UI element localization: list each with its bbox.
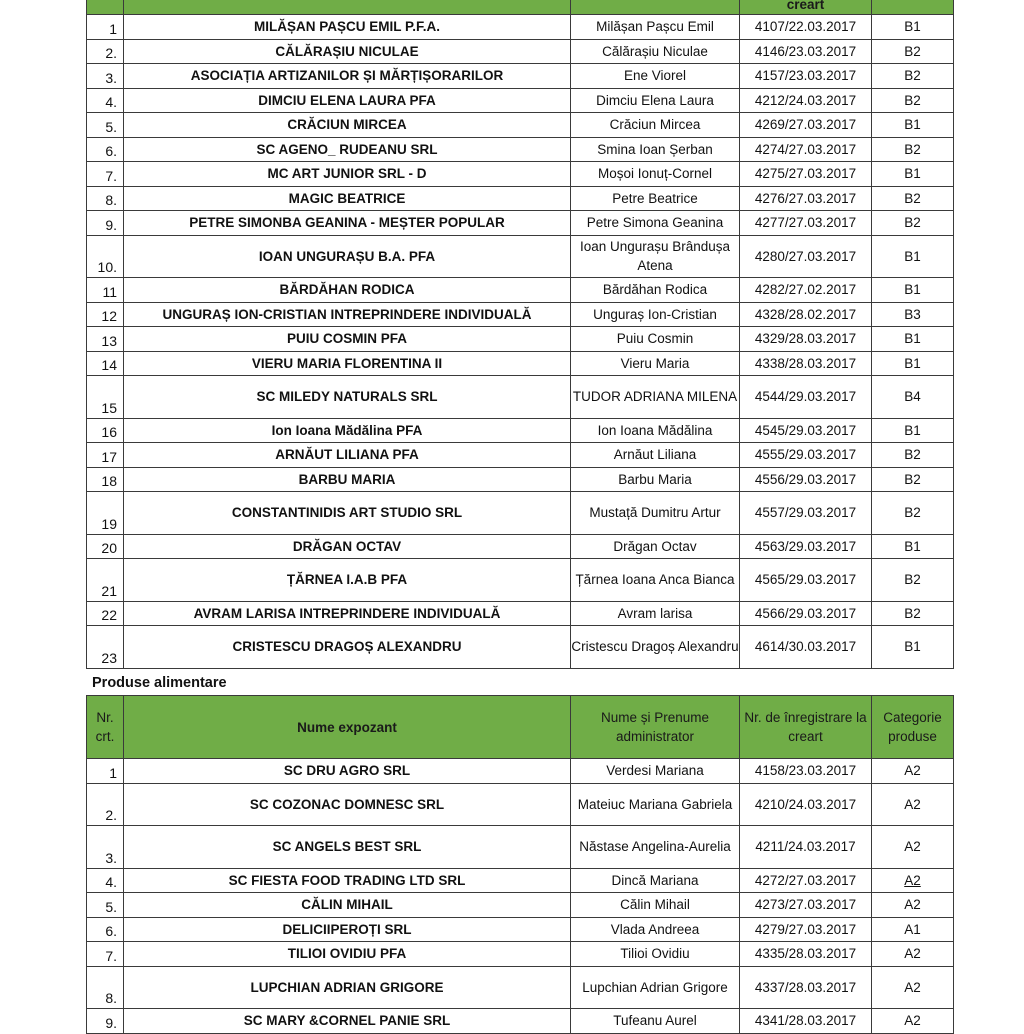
- administrator-name: Cristescu Dragoș Alexandru: [571, 626, 740, 669]
- product-category: B2: [872, 39, 954, 64]
- table-row: [87, 467, 954, 492]
- administrator-name: Puiu Cosmin: [571, 327, 740, 352]
- administrator-name: Dincă Mariana: [571, 868, 740, 893]
- product-category: B3: [872, 302, 954, 327]
- registration-number: 4157/23.03.2017: [740, 64, 872, 89]
- row-number: 20: [87, 534, 124, 559]
- row-number: 10.: [87, 235, 124, 278]
- administrator-name: Smina Ioan Șerban: [571, 137, 740, 162]
- registration-number: 4614/30.03.2017: [740, 626, 872, 669]
- registration-number: 4555/29.03.2017: [740, 443, 872, 468]
- registration-number: 4338/28.03.2017: [740, 351, 872, 376]
- administrator-name: Drăgan Octav: [571, 534, 740, 559]
- row-number: 12: [87, 302, 124, 327]
- product-category: A2: [872, 966, 954, 1009]
- product-category: A1: [872, 917, 954, 942]
- header-name-label: Nume expozant: [297, 719, 397, 735]
- exhibitor-name: LUPCHIAN ADRIAN GRIGORE: [124, 966, 571, 1009]
- table-row: [87, 15, 954, 40]
- product-category: A2: [872, 826, 954, 869]
- registration-number: 4107/22.03.2017: [740, 15, 872, 40]
- row-number: 23: [87, 626, 124, 669]
- table-row: [87, 759, 954, 784]
- registration-number: 4341/28.03.2017: [740, 1009, 872, 1034]
- row-number: 6.: [87, 917, 124, 942]
- registration-number: 4211/24.03.2017: [740, 826, 872, 869]
- product-category: B1: [872, 534, 954, 559]
- administrator-name: Bărdăhan Rodica: [571, 278, 740, 303]
- product-category: A2: [872, 1009, 954, 1034]
- row-number: 3.: [87, 64, 124, 89]
- registration-number: 4275/27.03.2017: [740, 162, 872, 187]
- table-header-row: [87, 0, 954, 15]
- table-header-row: [87, 696, 954, 759]
- product-category: A2: [872, 893, 954, 918]
- table-row: [87, 162, 954, 187]
- registration-number: 4556/29.03.2017: [740, 467, 872, 492]
- header-reg: Nr. de înregistrare la creart: [740, 696, 872, 759]
- row-number: 8.: [87, 186, 124, 211]
- exhibitors-table-food: [86, 695, 954, 1034]
- exhibitor-name: CĂLIN MIHAIL: [124, 893, 571, 918]
- header-nr: Nr. crt.: [87, 696, 124, 759]
- product-category: B4: [872, 376, 954, 419]
- exhibitor-name: Ion Ioana Mădălina PFA: [124, 418, 571, 443]
- row-number: 16: [87, 418, 124, 443]
- registration-number: 4328/28.02.2017: [740, 302, 872, 327]
- product-category: B2: [872, 88, 954, 113]
- exhibitor-name: ASOCIAȚIA ARTIZANILOR ȘI MĂRȚIȘORARILOR: [124, 64, 571, 89]
- product-category: B1: [872, 327, 954, 352]
- exhibitor-name: ȚĂRNEA I.A.B PFA: [124, 559, 571, 602]
- row-number: 17: [87, 443, 124, 468]
- registration-number: 4335/28.03.2017: [740, 942, 872, 967]
- header-cat: Categorie produse: [872, 696, 954, 759]
- product-category: B1: [872, 162, 954, 187]
- row-number: 4.: [87, 868, 124, 893]
- exhibitor-name: DELICIIPEROȚI SRL: [124, 917, 571, 942]
- row-number: 1: [87, 759, 124, 784]
- product-category: B2: [872, 64, 954, 89]
- registration-number: 4563/29.03.2017: [740, 534, 872, 559]
- exhibitor-name: SC DRU AGRO SRL: [124, 759, 571, 784]
- row-number: 18: [87, 467, 124, 492]
- exhibitor-name: AVRAM LARISA INTREPRINDERE INDIVIDUALĂ: [124, 601, 571, 626]
- table-row: [87, 626, 954, 669]
- row-number: 4.: [87, 88, 124, 113]
- table-row: [87, 826, 954, 869]
- registration-number: 4210/24.03.2017: [740, 783, 872, 826]
- administrator-name: Vieru Maria: [571, 351, 740, 376]
- product-category: A2: [872, 942, 954, 967]
- exhibitor-name: DRĂGAN OCTAV: [124, 534, 571, 559]
- administrator-name: Mateiuc Mariana Gabriela: [571, 783, 740, 826]
- header-cat: [872, 0, 954, 15]
- registration-number: 4146/23.03.2017: [740, 39, 872, 64]
- product-category: B1: [872, 351, 954, 376]
- exhibitor-name: BĂRDĂHAN RODICA: [124, 278, 571, 303]
- table-row: [87, 601, 954, 626]
- product-category: B1: [872, 418, 954, 443]
- row-number: 3.: [87, 826, 124, 869]
- exhibitor-name: BARBU MARIA: [124, 467, 571, 492]
- row-number: 6.: [87, 137, 124, 162]
- exhibitor-name: MILĂȘAN PAȘCU EMIL P.F.A.: [124, 15, 571, 40]
- administrator-name: Tufeanu Aurel: [571, 1009, 740, 1034]
- administrator-name: Călărașiu Niculae: [571, 39, 740, 64]
- registration-number: 4273/27.03.2017: [740, 893, 872, 918]
- administrator-name: Milășan Pașcu Emil: [571, 15, 740, 40]
- registration-number: 4280/27.03.2017: [740, 235, 872, 278]
- product-category: B2: [872, 211, 954, 236]
- header-name: [124, 696, 571, 759]
- exhibitor-name: SC MARY &CORNEL PANIE SRL: [124, 1009, 571, 1034]
- registration-number: 4274/27.03.2017: [740, 137, 872, 162]
- product-category: B1: [872, 235, 954, 278]
- registration-number: 4279/27.03.2017: [740, 917, 872, 942]
- table-row: [87, 443, 954, 468]
- administrator-name: Țărnea Ioana Anca Bianca: [571, 559, 740, 602]
- table-row: [87, 113, 954, 138]
- product-category: B2: [872, 186, 954, 211]
- product-category: B2: [872, 443, 954, 468]
- exhibitor-name: TILIOI OVIDIU PFA: [124, 942, 571, 967]
- table-row: [87, 1009, 954, 1034]
- table-row: [87, 302, 954, 327]
- row-number: 14: [87, 351, 124, 376]
- administrator-name: Moșoi Ionuț-Cornel: [571, 162, 740, 187]
- exhibitor-name: SC COZONAC DOMNESC SRL: [124, 783, 571, 826]
- product-category: B1: [872, 278, 954, 303]
- row-number: 8.: [87, 966, 124, 1009]
- header-admin: Nume și Prenume administrator: [571, 696, 740, 759]
- exhibitor-name: MC ART JUNIOR SRL - D: [124, 162, 571, 187]
- registration-number: 4337/28.03.2017: [740, 966, 872, 1009]
- administrator-name: Petre Beatrice: [571, 186, 740, 211]
- administrator-name: Năstase Angelina-Aurelia: [571, 826, 740, 869]
- administrator-name: Călin Mihail: [571, 893, 740, 918]
- header-admin: [571, 0, 740, 15]
- table-row: [87, 88, 954, 113]
- product-category: B1: [872, 626, 954, 669]
- registration-number: 4272/27.03.2017: [740, 868, 872, 893]
- registration-number: 4212/24.03.2017: [740, 88, 872, 113]
- administrator-name: Tilioi Ovidiu: [571, 942, 740, 967]
- exhibitor-name: PETRE SIMONBA GEANINA - MEȘTER POPULAR: [124, 211, 571, 236]
- row-number: 9.: [87, 1009, 124, 1034]
- product-category: [872, 868, 954, 893]
- product-category-underlined: A2: [904, 872, 921, 888]
- table-row: [87, 893, 954, 918]
- exhibitors-table-crafts: [86, 0, 954, 669]
- registration-number: 4557/29.03.2017: [740, 492, 872, 535]
- administrator-name: Ion Ioana Mădălina: [571, 418, 740, 443]
- exhibitor-name: CONSTANTINIDIS ART STUDIO SRL: [124, 492, 571, 535]
- row-number: 13: [87, 327, 124, 352]
- row-number: 11: [87, 278, 124, 303]
- administrator-name: Petre Simona Geanina: [571, 211, 740, 236]
- header-name: [124, 0, 571, 15]
- product-category: B2: [872, 601, 954, 626]
- table-row: [87, 966, 954, 1009]
- table-row: [87, 235, 954, 278]
- product-category: B2: [872, 492, 954, 535]
- registration-number: 4544/29.03.2017: [740, 376, 872, 419]
- table-row: [87, 418, 954, 443]
- exhibitor-name: SC FIESTA FOOD TRADING LTD SRL: [124, 868, 571, 893]
- administrator-name: Vlada Andreea: [571, 917, 740, 942]
- row-number: 22: [87, 601, 124, 626]
- product-category: B2: [872, 559, 954, 602]
- table-row: [87, 868, 954, 893]
- product-category: A2: [872, 759, 954, 784]
- row-number: 1: [87, 15, 124, 40]
- row-number: 7.: [87, 942, 124, 967]
- table-row: [87, 278, 954, 303]
- registration-number: 4545/29.03.2017: [740, 418, 872, 443]
- table-row: [87, 492, 954, 535]
- row-number: 5.: [87, 893, 124, 918]
- administrator-name: Avram larisa: [571, 601, 740, 626]
- registration-number: 4277/27.03.2017: [740, 211, 872, 236]
- administrator-name: Lupchian Adrian Grigore: [571, 966, 740, 1009]
- table-row: [87, 327, 954, 352]
- administrator-name: Verdesi Mariana: [571, 759, 740, 784]
- product-category: B1: [872, 113, 954, 138]
- table-row: [87, 186, 954, 211]
- registration-number: 4565/29.03.2017: [740, 559, 872, 602]
- exhibitor-name: CĂLĂRAȘIU NICULAE: [124, 39, 571, 64]
- exhibitor-name: SC ANGELS BEST SRL: [124, 826, 571, 869]
- exhibitor-name: SC MILEDY NATURALS SRL: [124, 376, 571, 419]
- exhibitor-name: CRĂCIUN MIRCEA: [124, 113, 571, 138]
- exhibitor-name: SC AGENO_ RUDEANU SRL: [124, 137, 571, 162]
- exhibitor-name: IOAN UNGURAȘU B.A. PFA: [124, 235, 571, 278]
- exhibitor-name: ARNĂUT LILIANA PFA: [124, 443, 571, 468]
- table-row: [87, 376, 954, 419]
- table-row: [87, 917, 954, 942]
- product-category: A2: [872, 783, 954, 826]
- registration-number: 4158/23.03.2017: [740, 759, 872, 784]
- table-row: [87, 351, 954, 376]
- row-number: 7.: [87, 162, 124, 187]
- administrator-name: Ene Viorel: [571, 64, 740, 89]
- registration-number: 4276/27.03.2017: [740, 186, 872, 211]
- section-title-food: Produse alimentare: [92, 675, 227, 691]
- row-number: 2.: [87, 39, 124, 64]
- row-number: 21: [87, 559, 124, 602]
- exhibitor-name: VIERU MARIA FLORENTINA II: [124, 351, 571, 376]
- header-nr: [87, 0, 124, 15]
- administrator-name: Mustață Dumitru Artur: [571, 492, 740, 535]
- table-row: [87, 534, 954, 559]
- header-reg-label: creart: [786, 0, 825, 12]
- table-row: [87, 137, 954, 162]
- product-category: B2: [872, 467, 954, 492]
- product-category: B2: [872, 137, 954, 162]
- table-row: [87, 783, 954, 826]
- exhibitor-name: DIMCIU ELENA LAURA PFA: [124, 88, 571, 113]
- row-number: 15: [87, 376, 124, 419]
- registration-number: 4269/27.03.2017: [740, 113, 872, 138]
- table-row: [87, 211, 954, 236]
- registration-number: 4282/27.02.2017: [740, 278, 872, 303]
- administrator-name: Barbu Maria: [571, 467, 740, 492]
- row-number: 9.: [87, 211, 124, 236]
- exhibitor-name: CRISTESCU DRAGOȘ ALEXANDRU: [124, 626, 571, 669]
- administrator-name: Dimciu Elena Laura: [571, 88, 740, 113]
- registration-number: 4329/28.03.2017: [740, 327, 872, 352]
- exhibitor-name: MAGIC BEATRICE: [124, 186, 571, 211]
- table-row: [87, 39, 954, 64]
- administrator-name: Unguraș Ion-Cristian: [571, 302, 740, 327]
- table-row: [87, 559, 954, 602]
- row-number: 19: [87, 492, 124, 535]
- administrator-name: TUDOR ADRIANA MILENA: [571, 376, 740, 419]
- row-number: 5.: [87, 113, 124, 138]
- registration-number: 4566/29.03.2017: [740, 601, 872, 626]
- administrator-name: Ioan Ungurașu Brândușa Atena: [571, 235, 740, 278]
- administrator-name: Arnăut Liliana: [571, 443, 740, 468]
- row-number: 2.: [87, 783, 124, 826]
- administrator-name: Crăciun Mircea: [571, 113, 740, 138]
- exhibitor-name: UNGURAȘ ION-CRISTIAN INTREPRINDERE INDIVIDUALĂ: [124, 302, 571, 327]
- product-category: B1: [872, 15, 954, 40]
- table-row: [87, 64, 954, 89]
- header-reg: [740, 0, 872, 15]
- exhibitor-name: PUIU COSMIN PFA: [124, 327, 571, 352]
- table-row: [87, 942, 954, 967]
